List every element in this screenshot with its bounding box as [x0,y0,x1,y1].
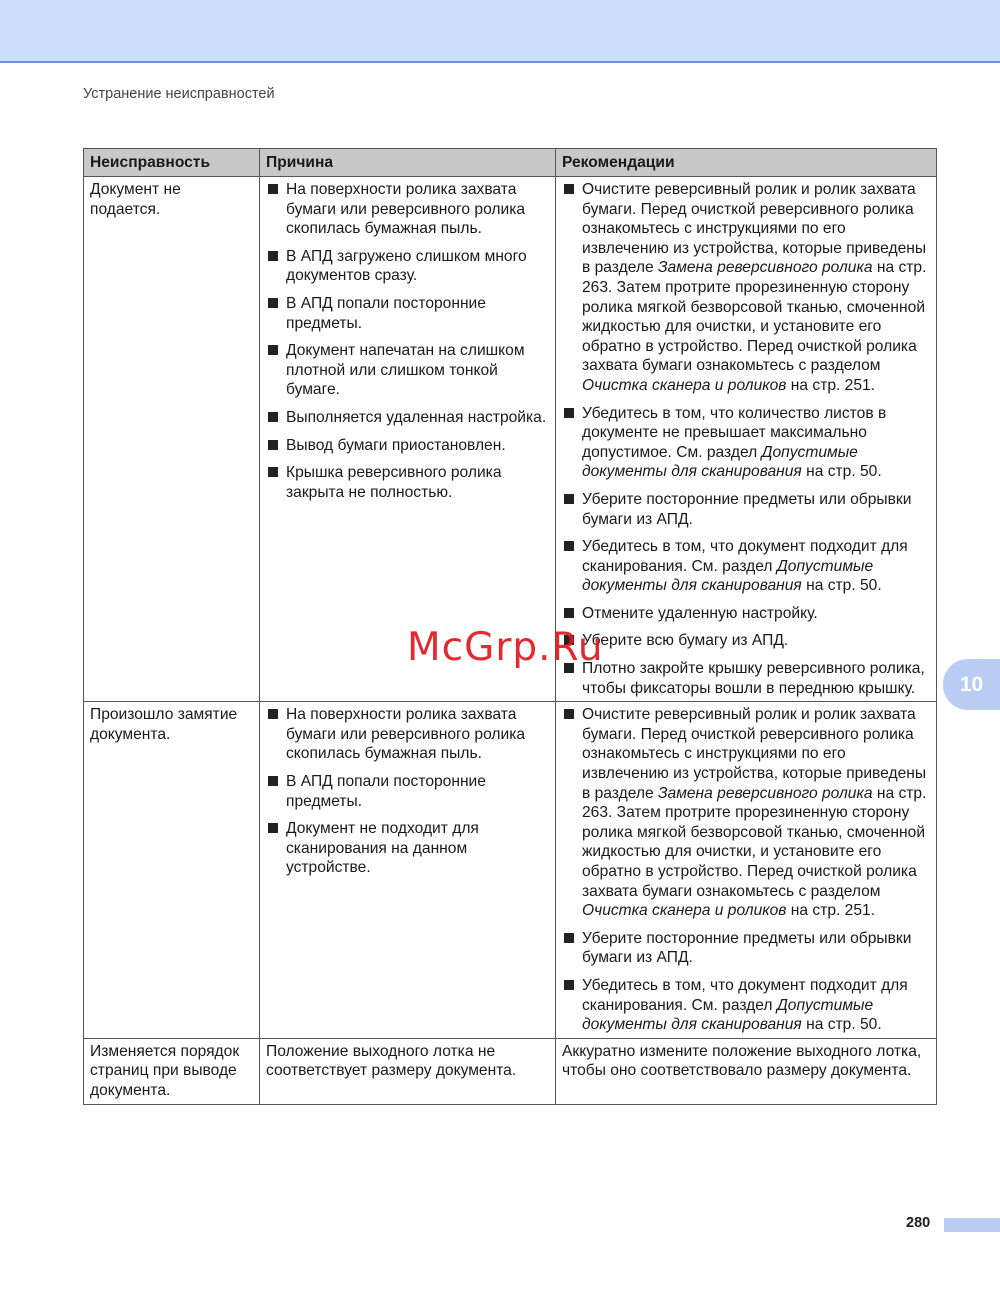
recommendation-text: на стр. 50. [801,463,882,481]
cross-reference-title: Допустимые документы для сканирования [582,557,874,595]
recommendation-item [562,705,930,921]
recommendation-item [562,929,930,968]
cause-item [266,436,549,456]
cause-list [266,705,549,878]
recommendation-text: Убедитесь в том, что документ подходит для сканирования. См. раздел [582,538,908,575]
cause-item-text: Вывод бумаги приостановлен. [286,436,506,454]
cause-cell: Положение выходного лотка не соответствует размеру документа. [260,1038,556,1104]
bullet-square-icon [564,980,574,990]
cause-item [266,705,549,764]
bullet-square-icon [564,608,574,618]
recommendation-item [562,404,930,482]
recommendation-item [562,659,930,698]
recommendation-text: Уберите посторонние предметы или обрывки бумаги из АПД. [582,929,912,967]
recommendation-list [562,705,930,1035]
table-row [84,1038,937,1104]
column-header-cause: Причина [260,149,556,177]
cross-reference-title: Очистка сканера и роликов [582,902,787,920]
recommendation-text: Убедитесь в том, что количество листов в документе не превышает максимально допустимое. См. раздел [582,404,887,461]
bullet-square-icon [564,541,574,551]
cross-reference-title: Очистка сканера и роликов [582,376,787,394]
bullet-square-icon [268,251,278,261]
cause-item [266,341,549,400]
cross-reference-title: Допустимые документы для сканирования [582,443,858,481]
recommendation-text: Очистите реверсивный ролик и ролик захвата бумаги. Перед очисткой реверсивного ролика ознакомьтесь с инструкциями по его извлечению из устройства, которые приведены в разделе [582,181,927,277]
bullet-square-icon [564,709,574,719]
top-band [0,0,1000,63]
recommendation-text: Уберите посторонние предметы или обрывки бумаги из АПД. [582,490,912,528]
cause-item-text: В АПД попали посторонние предметы. [286,294,486,332]
cause-list [266,180,549,502]
recommendation-text: на стр. 263. Затем протрите прорезиненную сторону ролика мягкой безворсовой тканью, смоченной жидкостью для очистки, и установите его обратно в устройство. Перед очисткой ролика захвата бумаги ознакомьтесь с разделом [582,259,927,375]
section-title: Устранение неисправностей [83,86,275,102]
table-row [84,177,937,702]
bullet-square-icon [268,467,278,477]
cause-item [266,819,549,878]
table-row [84,702,937,1039]
cause-cell [260,702,556,1039]
page-number-bar [944,1218,1000,1232]
recommendation-text: Отмените удаленную настройку. [582,604,818,622]
cause-item [266,247,549,286]
recommendation-text: на стр. 251. [786,902,876,920]
watermark-text: McGrp.Ru [407,625,604,670]
recommendation-text: на стр. 50. [801,1016,882,1034]
bullet-square-icon [268,412,278,422]
recommendation-cell [556,702,937,1039]
bullet-square-icon [564,933,574,943]
cross-reference-title: Замена реверсивного ролика [657,784,873,802]
cause-item-text: На поверхности ролика захвата бумаги или реверсивного ролика скопилась бумажная пыль. [286,706,526,763]
bullet-square-icon [268,345,278,355]
recommendation-text: Уберите всю бумагу из АПД. [582,632,789,650]
recommendation-item [562,490,930,529]
cross-reference-title: Допустимые документы для сканирования [582,996,874,1034]
recommendation-cell [556,177,937,702]
recommendation-text: на стр. 263. Затем протрите прорезиненную сторону ролика мягкой безворсовой тканью, смоченной жидкостью для очистки, и установите его обратно в устройство. Перед очисткой ролика захвата бумаги ознакомьтесь с разделом [582,784,927,900]
cause-item [266,180,549,239]
cause-item-text: На поверхности ролика захвата бумаги или реверсивного ролика скопилась бумажная пыль. [286,181,526,238]
cause-item-text: Выполняется удаленная настройка. [286,408,547,426]
bullet-square-icon [564,184,574,194]
bullet-square-icon [268,776,278,786]
cause-item-text: Документ напечатан на слишком плотной или слишком тонкой бумаге. [286,342,525,399]
cause-item-text: В АПД попали посторонние предметы. [286,773,486,810]
chapter-tab: 10 [943,659,1000,710]
recommendation-item [562,180,930,396]
recommendation-item [562,631,930,651]
cause-item-text: Крышка реверсивного ролика закрыта не полностью. [286,464,502,501]
bullet-square-icon [564,494,574,504]
bullet-square-icon [268,440,278,450]
cross-reference-title: Замена реверсивного ролика [657,259,873,277]
recommendation-list [562,180,930,698]
recommendation-text: на стр. 251. [786,376,876,394]
cause-item [266,294,549,333]
cause-item [266,408,549,428]
bullet-square-icon [268,298,278,308]
bullet-square-icon [268,709,278,719]
recommendation-text: на стр. 50. [801,577,882,595]
problem-cell: Документ не подается. [84,177,260,702]
bullet-square-icon [564,408,574,418]
column-header-recommendations: Рекомендации [556,149,937,177]
recommendation-text: Убедитесь в том, что документ подходит для сканирования. См. раздел [582,976,908,1014]
recommendation-item [562,604,930,624]
bullet-square-icon [268,823,278,833]
recommendation-text: Очистите реверсивный ролик и ролик захвата бумаги. Перед очисткой реверсивного ролика ознакомьтесь с инструкциями по его извлечению из устройства, которые приведены в разделе [582,706,927,802]
bullet-square-icon [268,184,278,194]
problem-cell: Произошло замятие документа. [84,702,260,1039]
cause-item [266,772,549,811]
cause-cell [260,177,556,702]
recommendation-item [562,537,930,596]
cause-item [266,463,549,502]
cause-item-text: Документ не подходит для сканирования на данном устройстве. [286,820,479,877]
cause-item-text: В АПД загружено слишком много документов сразу. [286,247,527,285]
recommendation-text: Плотно закройте крышку реверсивного ролика, чтобы фиксаторы вошли в переднюю крышку. [582,660,925,697]
recommendation-item [562,976,930,1035]
recommendation-cell: Аккуратно измените положение выходного лотка, чтобы оно соответствовало размеру документа. [556,1038,937,1104]
page-number: 280 [906,1215,931,1231]
table-header-row [84,149,937,177]
column-header-problem: Неисправность [84,149,260,177]
problem-cell: Изменяется порядок страниц при выводе документа. [84,1038,260,1104]
